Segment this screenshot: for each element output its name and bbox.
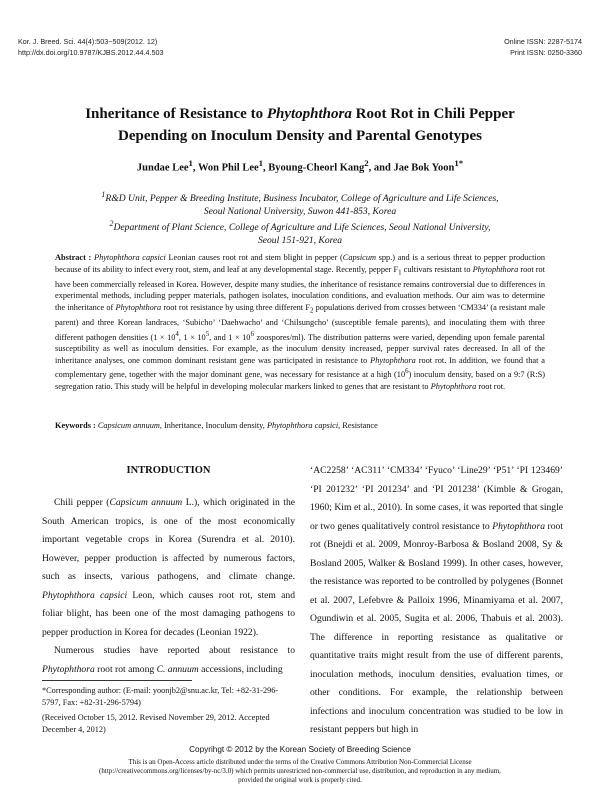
keyword: Phytophthora capsici [266,421,339,430]
abstract-text: root rot resistance by using three different F [161,303,310,313]
author-sep: , and [368,162,394,174]
abstract-text: zoospores/ml). The distribution patterns were varied, depending upon female parental susceptibility as well as inoculum densities. For example, as the inoculum density increased, pepper survival rates decreased. In all of the inheritance analyses, one common dominant resistant gene was participated in resistance to [55,332,545,365]
keywords [55,420,545,431]
abstract-text: , and 1 × 10 [209,332,251,342]
footnote-divider [42,680,192,681]
abstract-italic: Phytophthora [430,381,477,391]
keyword: Capsicum annuum [97,421,160,430]
abstract [55,252,545,392]
footnote [42,685,295,735]
left-column [42,494,295,679]
abstract-text: spp.) and is a serious threat to pepper production because of its ability to infect every root, stem, and leaf at any developmental stage. Recently, pepper F [55,253,545,274]
author-sup: 1 [454,158,459,168]
author-sup: 1 [258,158,264,168]
abstract-sup: 5 [205,330,210,338]
abstract-text: , 1 × 10 [178,332,206,342]
abstract-italic: Phytophthora capsici [94,253,166,262]
abstract-label: Abstract : [55,253,94,262]
affil-line: Department of Plant Science, College of Agriculture and Life Sciences, Seoul National University, [113,222,491,234]
keywords-label: Keywords : [55,421,98,430]
italic-text: Phytophthora [42,663,95,675]
abstract-text: Leonian causes root rot and stem blight in pepper ( [165,253,343,262]
corresponding-star: * [458,158,464,168]
journal-citation [18,36,163,58]
text: Chili pepper ( [54,497,110,508]
paper-title [40,103,560,147]
issn-block [504,36,582,58]
received-dates: (Received October 15, 2012. Revised November 29, 2012. Accepted December 4, 2012) [42,713,270,734]
abstract-text: ) inoculum density, based on a 9:7 (R:S) segregation ratio. This study will be helpful in developing molecular markers linked to genes that are resistant to [55,370,546,391]
abstract-italic: Capsicum [342,253,376,262]
text: L.), which originated in the South American tropics, is one of the most economically important vegetable crops in Korea (Surendra et al. 2010). However, pepper production is affected by numerous factors, such as insects, various pathogens, and climate change. [42,497,296,582]
abstract-text: root rot. In addition, we found that a complementary gene, together with the major dominant gene, was necessary for resistance at a high (10 [55,355,545,380]
right-column [310,462,563,740]
online-issn: Online ISSN: 2287-5174 [504,37,582,46]
keyword: , Inheritance, Inoculum density, [159,421,267,430]
abstract-sub: 1 [398,269,402,277]
author: Won Phil Lee [197,162,259,174]
affil-line: Seoul 151-921, Korea [257,234,343,246]
author-sup: 1 [188,158,193,168]
license-line: provided the original work is properly cited. [238,776,362,785]
abstract-text: root rot have been commercially released in Korea. However, despite many studies, the inheritance of resistance remains controversial due to differences in experimental methods, including pepper materials, pathogen isolates, inoculation conditions, and evaluation methods. Our aim was to determine the inheritance of [55,264,545,313]
author-sup: 2 [364,158,369,168]
copyright: Copyrihgt © 2012 by the Korean Society of Breeding Science [189,745,411,754]
italic-text: Capsicum annuum [109,497,183,508]
keyword: , Resistance [338,421,378,430]
section-heading: INTRODUCTION [126,465,211,476]
affil-sup: 2 [109,219,114,229]
italic-text: Phytophthora [492,520,546,532]
affil-sup: 1 [101,190,106,199]
author-list [40,158,560,174]
abstract-sub: 2 [309,307,314,315]
print-issn: Print ISSN: 0250-3360 [510,48,582,57]
abstract-sup: 6 [250,330,254,338]
abstract-text: cultivars resistant to [401,264,473,274]
affil-line: R&D Unit, Pepper & Breeding Institute, Business Incubator, College of Agriculture and Life Sciences, [105,193,499,205]
italic-text: C. annuum [156,663,199,675]
text: accessions, including [198,663,283,675]
abstract-italic: Phytophthora [370,355,416,365]
license-line: (http://creativecommons.org/licenses/by-nc/3.0) which permits unrestricted non-commercial use, distribution, and reproduction in any medium, [99,767,501,776]
author: Jae Bok Yoon [393,162,455,174]
abstract-text: populations derived from crosses between ‘CM334’ (a resistant male parent) and three Korean landraces, ‘Subicho’ ‘Daehwacho’ and ‘Chilsungcho’ (susceptible female parents), and inoculating them with three different pathogen densities (1 × 10 [55,303,546,342]
title-line2: Depending on Inoculum Density and Parental Genotypes [118,128,482,144]
abstract-italic: Phytophthora [115,303,162,313]
title-part: Inheritance of Resistance to [85,106,267,122]
corresponding-author: *Corresponding author: (E-mail: yoonjb2@snu.ac.kr, Tel: +82-31-296-5797, Fax: +82-31-296-5794) [42,686,279,707]
italic-text: Phytophthora capsici [42,589,128,601]
text: Numerous studies have reported about resistance to [54,645,295,656]
paragraph [42,494,295,642]
author-sep: , [263,162,269,174]
author: Byoung-Cheorl Kang [268,162,365,174]
author: Jundae Lee [136,162,189,174]
paragraph [310,462,563,740]
abstract-sup: 6 [405,368,409,376]
paragraph [42,642,295,679]
abstract-italic: Phytophthora [472,264,519,274]
abstract-text: root rot. [476,381,506,391]
title-part: Root Rot in Chili Pepper [351,106,515,122]
journal-info: Kor. J. Breed. Sci. 44(4):503~509(2012. 12) [18,37,158,46]
text: Leon, which causes root rot, stem and foliar blight, has been one of the most damaging pathogens to pepper production in Korea for decades (Leonian 1922). [42,589,295,638]
author-sep: , [192,162,198,174]
license-line: This is an Open-Access article distributed under the terms of the Creative Commons Attribution Non-Commercial License [128,758,472,766]
text: root rot (Bnejdi et al. 2009, Monroy-Barbosa & Bosland 2008, Sy & Bosland 2005, Walker & Bosland 1999). In other cases, however, the resistance was reported to be controlled by polygenes (Bonnet et al. 2007, Lefebvre & Palloix 1996, Minamiyama et al. 2007, Ogundiwin et al. 2005, Sugita et al. 2006, Thabuis et al. 2003). The difference in reporting resistance as qualitative or quantitative traits might result from the use of different parents, inoculation methods, inoculum densities, evaluation times, or other conditions. For example, the relationship between infections and inoculum concentration was studied to be low in resistant peppers but high in [310,520,563,735]
text: ‘AC2258’ ‘AC311’ ‘CM334’ ‘Fyuco’ ‘Line29’ ‘P51’ ‘PI 123469’ ‘PI 201232’ ‘PI 201234’ and ‘PI 201238’ (Kimble & Grogan, 1960; Kim et al., 2010). In some cases, it was reported that single or two genes qualitatively control resistance to [310,465,563,532]
text: root rot among [94,663,157,675]
license-text [40,758,560,786]
abstract-sup: 4 [175,330,179,338]
doi-link[interactable]: http://dx.doi.org/10.9787/KJBS.2012.44.4.503 [18,48,164,57]
title-italic: Phytophthora [266,106,352,122]
affil-line: Seoul National University, Suwon 441-853, Korea [203,205,397,217]
affiliations [50,189,550,247]
